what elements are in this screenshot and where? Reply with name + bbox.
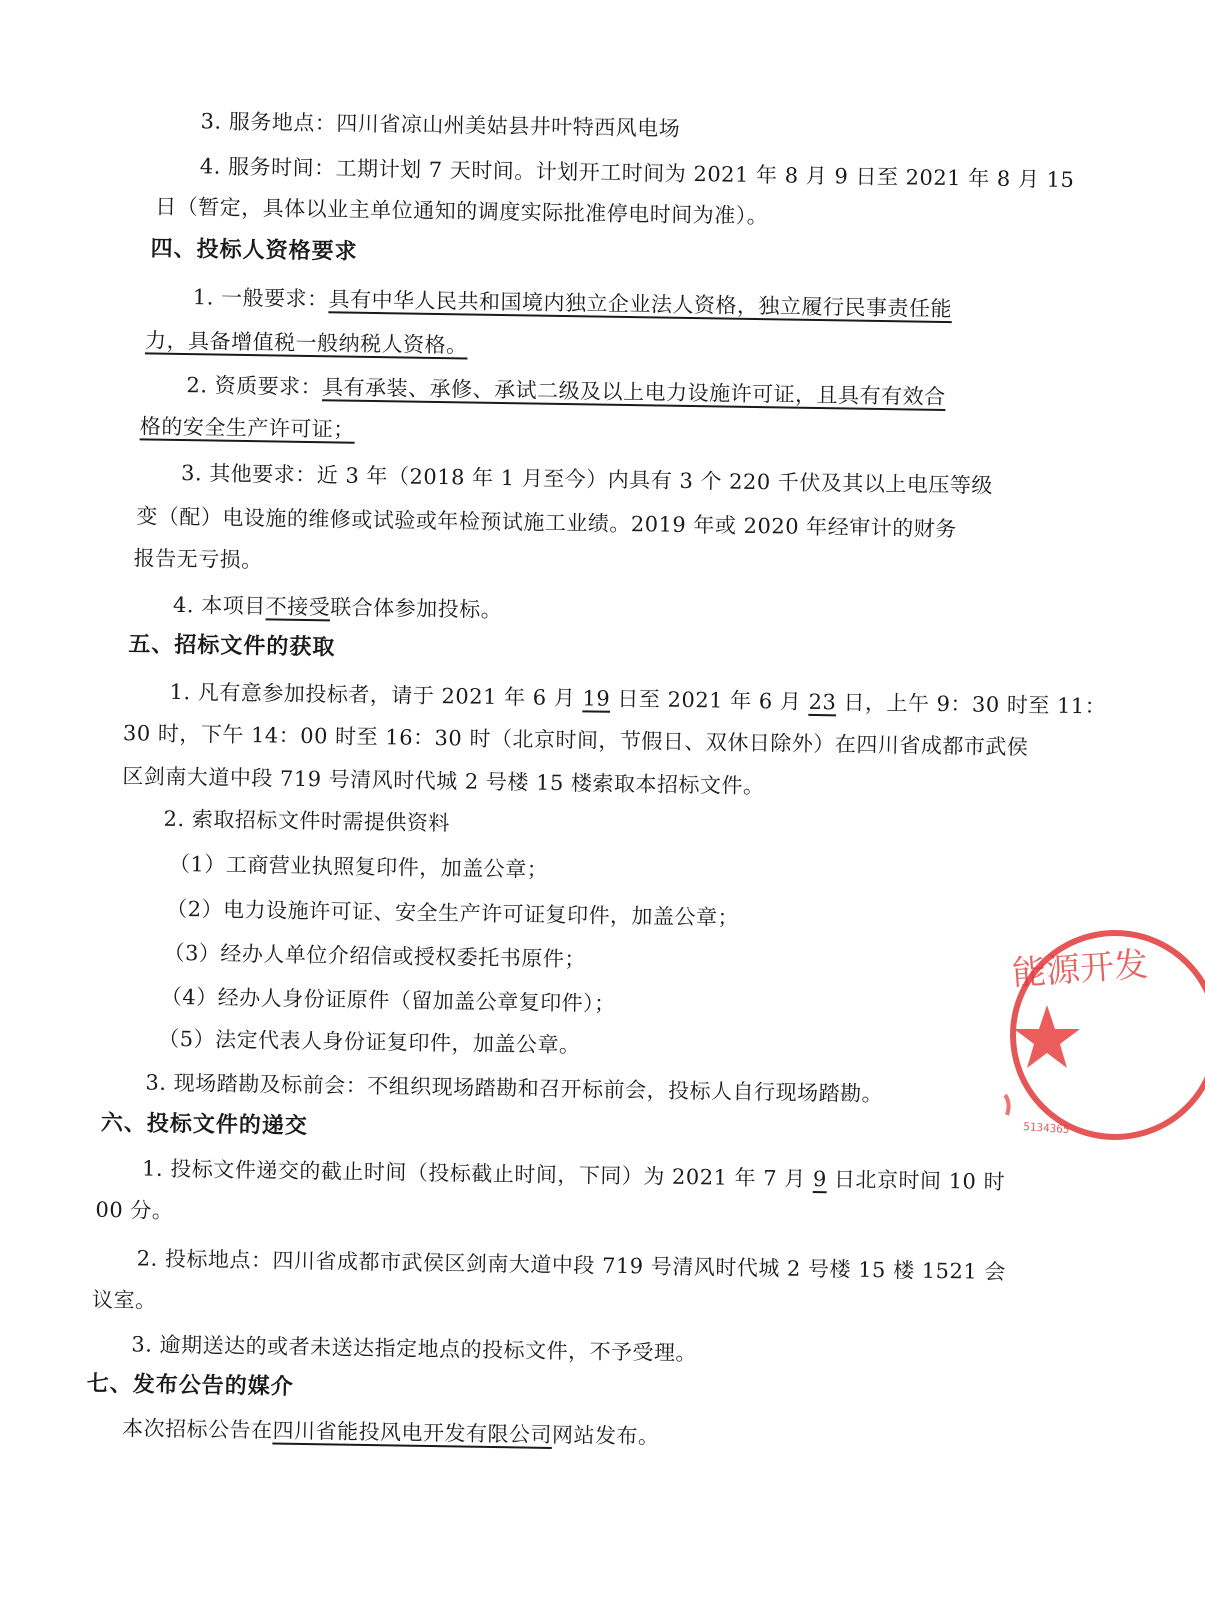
obtain-text-a: 1. 凡有意参加投标者，请于 2021 年 6 月: [169, 679, 583, 711]
joint-venture-line: [173, 590, 503, 625]
qualification-label: 2. 资质要求：: [186, 373, 323, 400]
qualification-text-cont: 格的安全生产许可证；: [139, 414, 355, 442]
obtain-line2: 30 时，下午 14：00 时至 16：30 时（北京时间，节假日、双休日除外）在四川省成都市武侯: [122, 721, 1029, 760]
other-requirement-line3: 报告无亏损。: [133, 546, 263, 573]
deadline-line2: 00 分。: [95, 1197, 174, 1223]
other-requirement-line2: 变（配）电设施的维修或试验或年检预试施工业绩。2019 年或 2020 年经审计的财务: [136, 504, 957, 542]
service-time-line1: 4. 服务时间：工期计划 7 天时间。计划开工时间为 2021 年 8 月 9 日至 2021 年 8 月 15: [199, 154, 1075, 193]
obtain-end-day: 23: [808, 689, 837, 715]
section7-heading: 七、发布公告的媒介: [86, 1370, 294, 1400]
deadline-day: 9: [812, 1167, 828, 1192]
obtain-line1: [169, 677, 1106, 722]
general-requirement-label: 1. 一般要求：: [192, 285, 329, 312]
qualification-text: 具有承装、承修、承试二级及以上电力设施许可证，且具有有效合: [321, 375, 946, 410]
service-time-line2: 日（暂定，具体以业主单位通知的调度实际批准停电时间为准）。: [155, 194, 769, 229]
doc-item-4: （4）经办人身份证原件（留加盖公章复印件）；: [160, 984, 616, 1016]
joint-venture-post: 联合体参加投标。: [330, 595, 503, 623]
obtain-text-c: 日，上午 9：30 时至 11：: [836, 690, 1107, 719]
deadline-text-a: 1. 投标文件递交的截止时间（投标截止时间，下同）为 2021 年 7 月: [141, 1156, 814, 1192]
bid-place-line2: 议室。: [91, 1287, 157, 1313]
qualification-line2: [140, 411, 355, 444]
service-location: 3. 服务地点：四川省凉山州美姑县井叶特西风电场: [200, 109, 681, 141]
media-line: [122, 1413, 660, 1451]
doc-item-1: （1）工商营业执照复印件，加盖公章；: [168, 851, 549, 882]
joint-venture-not-accepted: 不接受: [265, 594, 331, 620]
docs-intro: 2. 索取招标文件时需提供资料: [163, 806, 451, 836]
other-requirement-line1: 3. 其他要求：近 3 年（2018 年 1 月至今）内具有 3 个 220 千伏及其以上电压等级: [180, 461, 994, 498]
general-requirement-line2: [145, 325, 468, 360]
doc-item-3: （3）经办人单位介绍信或授权委托书原件；: [163, 940, 587, 972]
general-requirement-line1: [193, 282, 953, 324]
media-text-b: 网站发布。: [551, 1422, 660, 1449]
media-text-a: 本次招标公告在: [121, 1416, 273, 1443]
section5-heading: 五、招标文件的获取: [128, 631, 336, 661]
joint-venture-pre: 4. 本项目: [172, 592, 266, 619]
obtain-text-b: 日至 2021 年 6 月: [610, 686, 809, 714]
general-requirement-text-cont: 力，具备增值税一般纳税人资格。: [144, 328, 468, 358]
deadline-text-b: 日北京时间 10 时: [826, 1167, 1006, 1195]
site-visit: 3. 现场踏勘及标前会：不组织现场踏勘和召开标前会，投标人自行现场踏勘。: [145, 1070, 884, 1107]
obtain-line3: 区剑南大道中段 719 号清风时代城 2 号楼 15 楼索取本招标文件。: [122, 764, 765, 799]
svg-text:5134365: 5134365: [1022, 1120, 1070, 1137]
deadline-line1: [142, 1153, 1005, 1197]
late-submission: 3. 逾期送达的或者未送达指定地点的投标文件，不予受理。: [131, 1332, 698, 1366]
official-seal: [1005, 925, 1205, 1145]
doc-item-2: （2）电力设施许可证、安全生产许可证复印件，加盖公章；: [166, 896, 740, 930]
qualification-line1: [186, 370, 946, 412]
section6-heading: 六、投标文件的递交: [100, 1109, 309, 1140]
obtain-start-day: 19: [582, 686, 611, 711]
svg-text:能源开发: 能源开发: [1010, 944, 1150, 994]
general-requirement-text: 具有中华人民共和国境内独立企业法人资格，独立履行民事责任能: [328, 287, 953, 322]
bid-place-line1: 2. 投标地点：四川省成都市武侯区剑南大道中段 719 号清风时代城 2 号楼 15 楼 1521 会: [136, 1246, 1007, 1285]
section4-heading: 四、投标人资格要求: [150, 235, 358, 265]
doc-item-5: （5）法定代表人身份证复印件，加盖公章。: [158, 1026, 581, 1058]
media-company-name: 四川省能投风电开发有限公司: [272, 1418, 553, 1447]
